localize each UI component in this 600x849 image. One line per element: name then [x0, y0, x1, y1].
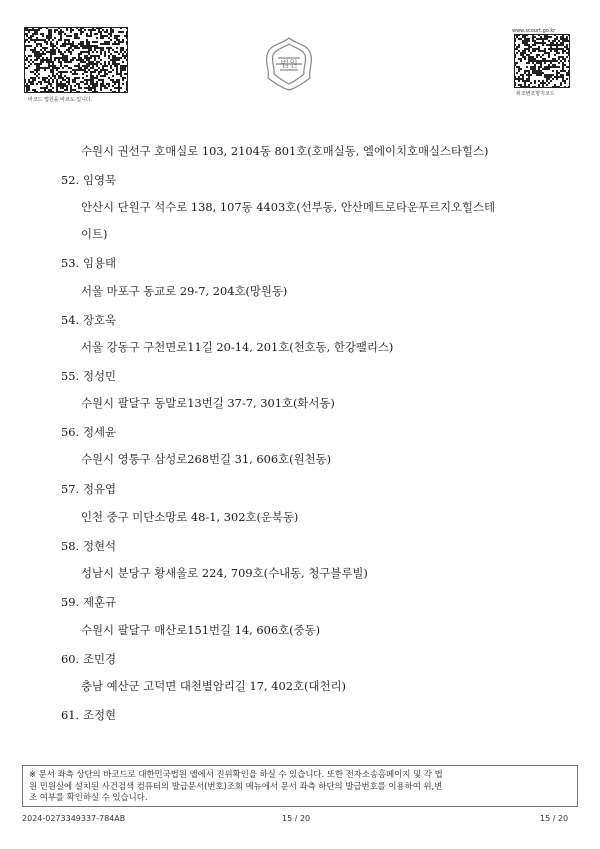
entry-number: 56. [61, 425, 80, 439]
qr-code-image [514, 34, 570, 88]
entry-name: 정세윤 [83, 425, 117, 439]
issue-number: 2024-0273349337-784AB [22, 814, 126, 823]
entry-number: 54. [61, 313, 80, 327]
address-line: 이트) [81, 227, 108, 241]
address-line: 충남 예산군 고덕면 대천별암리길 17, 402호(대천리) [81, 679, 346, 693]
entry-number: 58. [61, 539, 80, 553]
entry-name: 조민경 [83, 652, 117, 666]
barcode-image [24, 27, 128, 93]
address-line: 서울 마포구 동교로 29-7, 204호(망원동) [81, 284, 288, 298]
page-number-right: 15 / 20 [540, 814, 569, 823]
court-url: www.scourt.go.kr [512, 28, 556, 34]
seal-text: 법원 [280, 60, 298, 70]
address-line: 수원시 팔달구 동말로13번길 37-7, 301호(화서동) [81, 396, 335, 410]
entry-number: 52. [61, 173, 80, 187]
qr-caption: 위조변조방지코드 [516, 91, 555, 97]
notice-line: 원 민원실에 설치된 사건검색 컴퓨터의 발급문서(번호)조회 메뉴에서 문서 좌측 하단의 발급번호를 이용하여 위,변 [29, 780, 443, 791]
address-line: 인천 중구 미단소망로 48-1, 302호(운북동) [81, 510, 299, 524]
entry-name: 정성민 [83, 369, 117, 383]
barcode-caption: 바코드 법원을 바르도 입니다. [28, 97, 93, 103]
address-line: 수원시 팔달구 매산로151번길 14, 606호(중동) [81, 623, 321, 637]
entry-name: 조정현 [83, 708, 117, 722]
entry-number: 60. [61, 652, 80, 666]
notice-line: ※ 문서 좌측 상단의 바코드로 대한민국법원 앱에서 진위확인을 하실 수 있습니다. 또한 전자소송홈페이지 및 각 법 [29, 769, 443, 779]
entry-name: 임영묵 [83, 173, 117, 187]
entry-name: 임용태 [83, 256, 117, 270]
entry-number: 55. [61, 369, 80, 383]
entry-number: 57. [61, 482, 80, 496]
entry-name: 정유엽 [83, 482, 117, 496]
entry-number: 59. [61, 595, 80, 609]
address-line: 수원시 영통구 삼성로268번길 31, 606호(원천동) [81, 452, 332, 466]
court-seal-icon [262, 34, 316, 92]
entry-name: 정현석 [83, 539, 117, 553]
entry-name: 제훈규 [83, 595, 117, 609]
address-line: 수원시 권선구 호매실로 103, 2104동 801호(호매실동, 엘에이치호매실스타힐스) [81, 144, 489, 158]
address-line: 안산시 단원구 석수로 138, 107동 4403호(선부동, 안산메트로타운푸르지오힐스테 [81, 200, 495, 214]
address-line: 서울 강동구 구천면로11길 20-14, 201호(천호동, 한강팰리스) [81, 340, 394, 354]
verification-notice [22, 765, 578, 807]
address-line: 성남시 분당구 황새울로 224, 709호(수내동, 청구블루빌) [81, 566, 368, 580]
entry-name: 장호욱 [83, 313, 117, 327]
notice-line: 조 여부를 확인하실 수 있습니다. [29, 792, 148, 802]
entry-number: 61. [61, 708, 80, 722]
entry-number: 53. [61, 256, 80, 270]
page-number: 15 / 20 [282, 814, 311, 823]
